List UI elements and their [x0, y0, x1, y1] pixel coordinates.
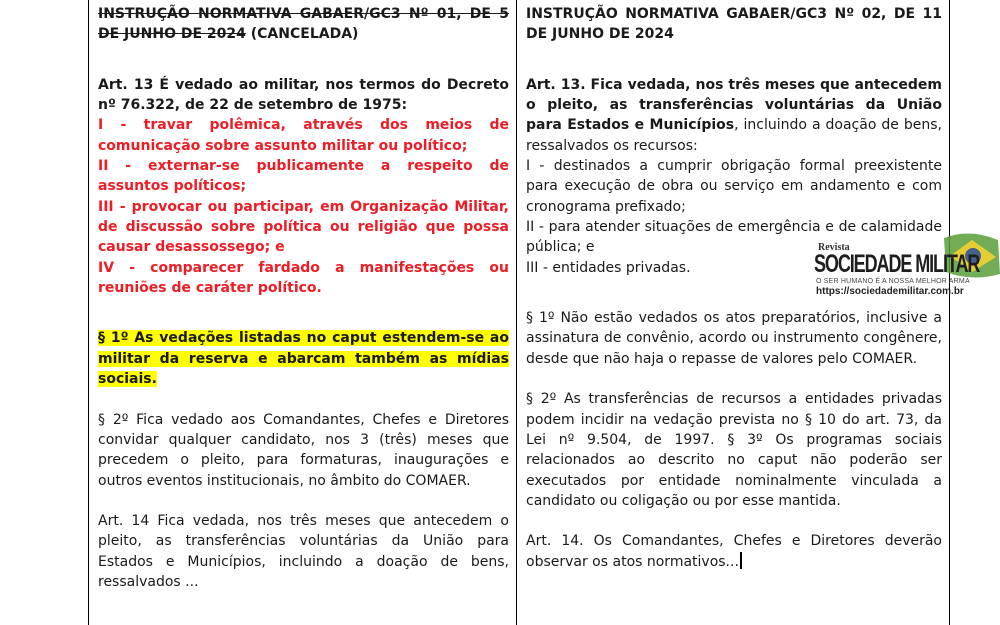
left-item-1: I - travar polêmica, através dos meios de comunicação sobre assunto militar ou político;	[98, 117, 509, 154]
left-art13-intro: Art. 13 É vedado ao militar, nos termos do Decreto nº 76.322, de 22 de setembro de 1975:	[98, 76, 509, 114]
right-title: INSTRUÇÃO NORMATIVA GABAER/GC3 Nº 02, DE 11 DE JUNHO DE 2024	[526, 6, 942, 43]
column-divider	[516, 0, 517, 625]
right-art13	[526, 75, 942, 156]
right-item-2: II - para atender situações de emergência e de calamidade pública; e	[526, 218, 942, 256]
watermark-tagline: O SER HUMANO É A NOSSA MELHOR ARMA	[816, 278, 970, 285]
left-para-2: § 2º Fica vedado aos Comandantes, Chefes e Diretores convidar qualquer candidato, nos 3 (três) meses que precedem o pleito, para formaturas, inaugurações e outros eventos institucionais, no âmbito do COMAER.	[98, 411, 509, 489]
left-title-status: (CANCELADA)	[250, 26, 359, 43]
left-para-1	[98, 328, 509, 389]
watermark-url: https://sociedademilitar.com.br	[816, 286, 964, 297]
right-art13-rest: , incluindo a doação de bens, ressalvados os recursos:	[526, 117, 942, 154]
right-art14	[526, 531, 942, 572]
left-item-2: II - externar-se publicamente a respeito de assuntos políticos;	[98, 158, 509, 195]
right-art14-text: Art. 14. Os Comandantes, Chefes e Diretores deverão observar os atos normativos...	[526, 533, 942, 570]
right-para-2: § 2º As transferências de recursos a entidades privadas podem incidir na vedação prevista no § 10 do art. 73, da Lei nº 9.504, de 1997. § 3º Os programas sociais relacionados ao descrito no caput não poderão ser executados por entidade nominalmente vinculada a candidato ou coligação ou por esse mantida.	[526, 391, 942, 509]
watermark-revista: Revista	[818, 242, 850, 253]
right-item-3: III - entidades privadas.	[526, 259, 691, 276]
left-title-struck: INSTRUÇÃO NORMATIVA GABAER/GC3 Nº 01, DE 5 DE JUNHO DE 2024	[98, 6, 509, 43]
right-item-1: I - destinados a cumprir obrigação formal preexistente para execução de obra ou serviço em andamento e com cronograma prefixado;	[526, 158, 942, 215]
left-column	[98, 4, 509, 592]
watermark-name: SOCIEDADE MILITAR	[814, 250, 980, 278]
left-para-1-highlight: § 1º As vedações listadas no caput estendem-se ao militar da reserva e abarcam também as mídias sociais.	[98, 330, 509, 388]
left-art14: Art. 14 Fica vedada, nos três meses que antecedem o pleito, as transferências voluntárias da União para Estados e Municípios, incluindo a doação de bens, ressalvados ...	[98, 513, 509, 591]
right-para-1: § 1º Não estão vedados os atos preparatórios, inclusive a assinatura de convênio, acordo ou instrumento congênere, desde que não haja o repasse de valores pelo COMAER.	[526, 310, 942, 367]
right-art13-bold: Art. 13. Fica vedada, nos três meses que antecedem o pleito, as transferências voluntárias da União para Estados e Municípios	[526, 76, 942, 134]
watermark-logo	[810, 230, 1000, 300]
left-item-3: III - provocar ou participar, em Organização Militar, de discussão sobre política ou religião que possa causar desassossego; e	[98, 198, 509, 256]
text-cursor	[740, 552, 742, 569]
left-item-4: IV - comparecer fardado a manifestações ou reuniões de caráter político.	[98, 259, 509, 296]
left-title	[98, 4, 509, 45]
